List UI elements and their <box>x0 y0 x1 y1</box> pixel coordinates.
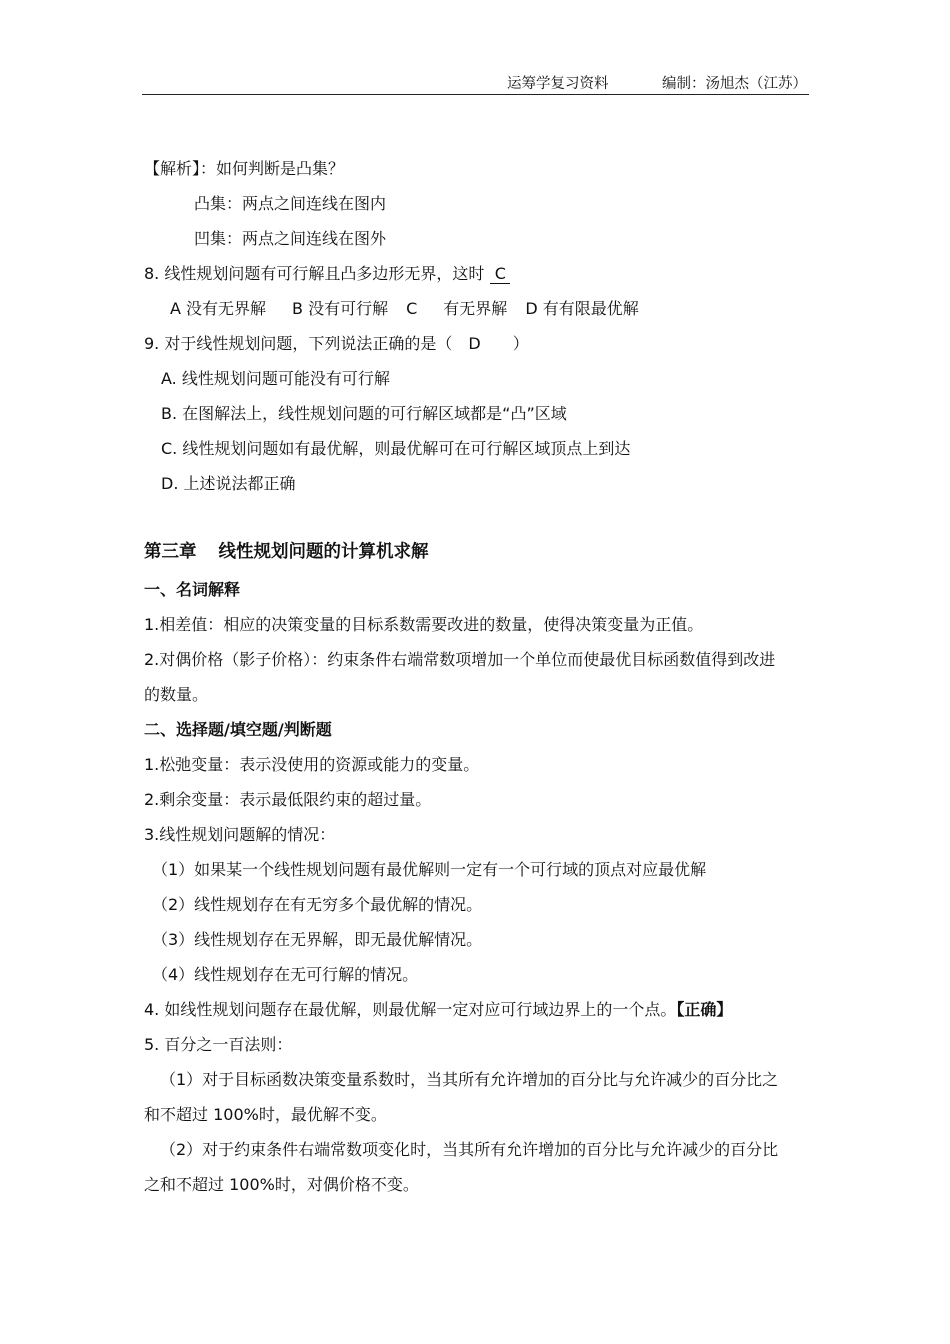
solution-case-1: （1）如果某一个线性规划问题有最优解则一定有一个可行域的顶点对应最优解 <box>152 860 707 879</box>
header-title: 运筹学复习资料 <box>507 76 609 92</box>
option-9b: B. 在图解法上，线性规划问题的可行解区域都是“凸”区域 <box>161 404 567 423</box>
term-reduced-cost: 1.相差值：相应的决策变量的目标系数需要改进的数量，使得决策变量为正值。 <box>144 615 704 634</box>
option-9a: A. 线性规划问题可能没有可行解 <box>161 369 390 388</box>
item-4 <box>144 999 732 1021</box>
section-heading-questions: 二、选择题/填空题/判断题 <box>144 720 332 739</box>
question-9 <box>144 333 529 355</box>
term-dual-price: 2.对偶价格（影子价格）：约束条件右端常数项增加一个单位而使最优目标函数值得到改进 <box>144 650 776 669</box>
option-8d: D 有有限最优解 <box>525 299 639 318</box>
question-9-close: ） <box>512 334 529 353</box>
option-8c-letter: C <box>406 299 418 318</box>
solution-case-2: （2）线性规划存在有无穷多个最优解的情况。 <box>152 895 483 914</box>
solution-case-4: （4）线性规划存在无可行解的情况。 <box>152 965 419 984</box>
question-9-answer: D <box>468 334 481 353</box>
rule-1-line-1: （1）对于目标函数决策变量系数时，当其所有允许增加的百分比与允许减少的百分比之 <box>160 1070 779 1089</box>
option-8a: A 没有无界解 <box>170 299 267 318</box>
section-heading-terms: 一、名词解释 <box>144 580 241 599</box>
convex-definition: 凸集：两点之间连线在图内 <box>194 194 387 213</box>
option-9c: C. 线性规划问题如有最优解，则最优解可在可行解区域顶点上到达 <box>161 439 631 458</box>
question-8 <box>144 263 510 285</box>
question-8-answer: C <box>490 265 510 284</box>
question-8-text: 8. 线性规划问题有可行解且凸多边形无界，这时 <box>144 264 485 283</box>
page-header <box>142 66 809 95</box>
item-4-tag: 【正确】 <box>676 1000 733 1019</box>
question-9-text: 9. 对于线性规划问题，下列说法正确的是（ <box>144 334 453 353</box>
item-surplus-variable: 2.剩余变量：表示最低限约束的超过量。 <box>144 790 432 809</box>
chapter-title: 线性规划问题的计算机求解 <box>218 542 429 562</box>
option-8b: B 没有可行解 <box>292 299 389 318</box>
question-8-options <box>170 298 639 320</box>
item-slack-variable: 1.松弛变量：表示没使用的资源或能力的变量。 <box>144 755 480 774</box>
chapter-number: 第三章 <box>144 542 197 562</box>
analysis-heading: 【解析】：如何判断是凸集？ <box>144 159 345 178</box>
item-solution-cases: 3.线性规划问题解的情况： <box>144 825 336 844</box>
concave-definition: 凹集：两点之间连线在图外 <box>194 229 387 248</box>
term-dual-price-cont: 的数量。 <box>144 685 209 704</box>
option-8c-text: 有无界解 <box>443 299 508 318</box>
option-9d: D. 上述说法都正确 <box>161 474 296 493</box>
header-editor: 编制：汤旭杰（江苏） <box>662 76 807 92</box>
item-4-text: 4. 如线性规划问题存在最优解，则最优解一定对应可行域边界上的一个点。 <box>144 1000 677 1019</box>
rule-2-line-2: 之和不超过 100%时，对偶价格不变。 <box>144 1175 419 1194</box>
item-5: 5. 百分之一百法则： <box>144 1035 293 1054</box>
chapter-heading <box>144 541 429 563</box>
solution-case-3: （3）线性规划存在无界解，即无最优解情况。 <box>152 930 483 949</box>
rule-2-line-1: （2）对于约束条件右端常数项变化时，当其所有允许增加的百分比与允许减少的百分比 <box>160 1140 779 1159</box>
rule-1-line-2: 和不超过 100%时，最优解不变。 <box>144 1105 387 1124</box>
